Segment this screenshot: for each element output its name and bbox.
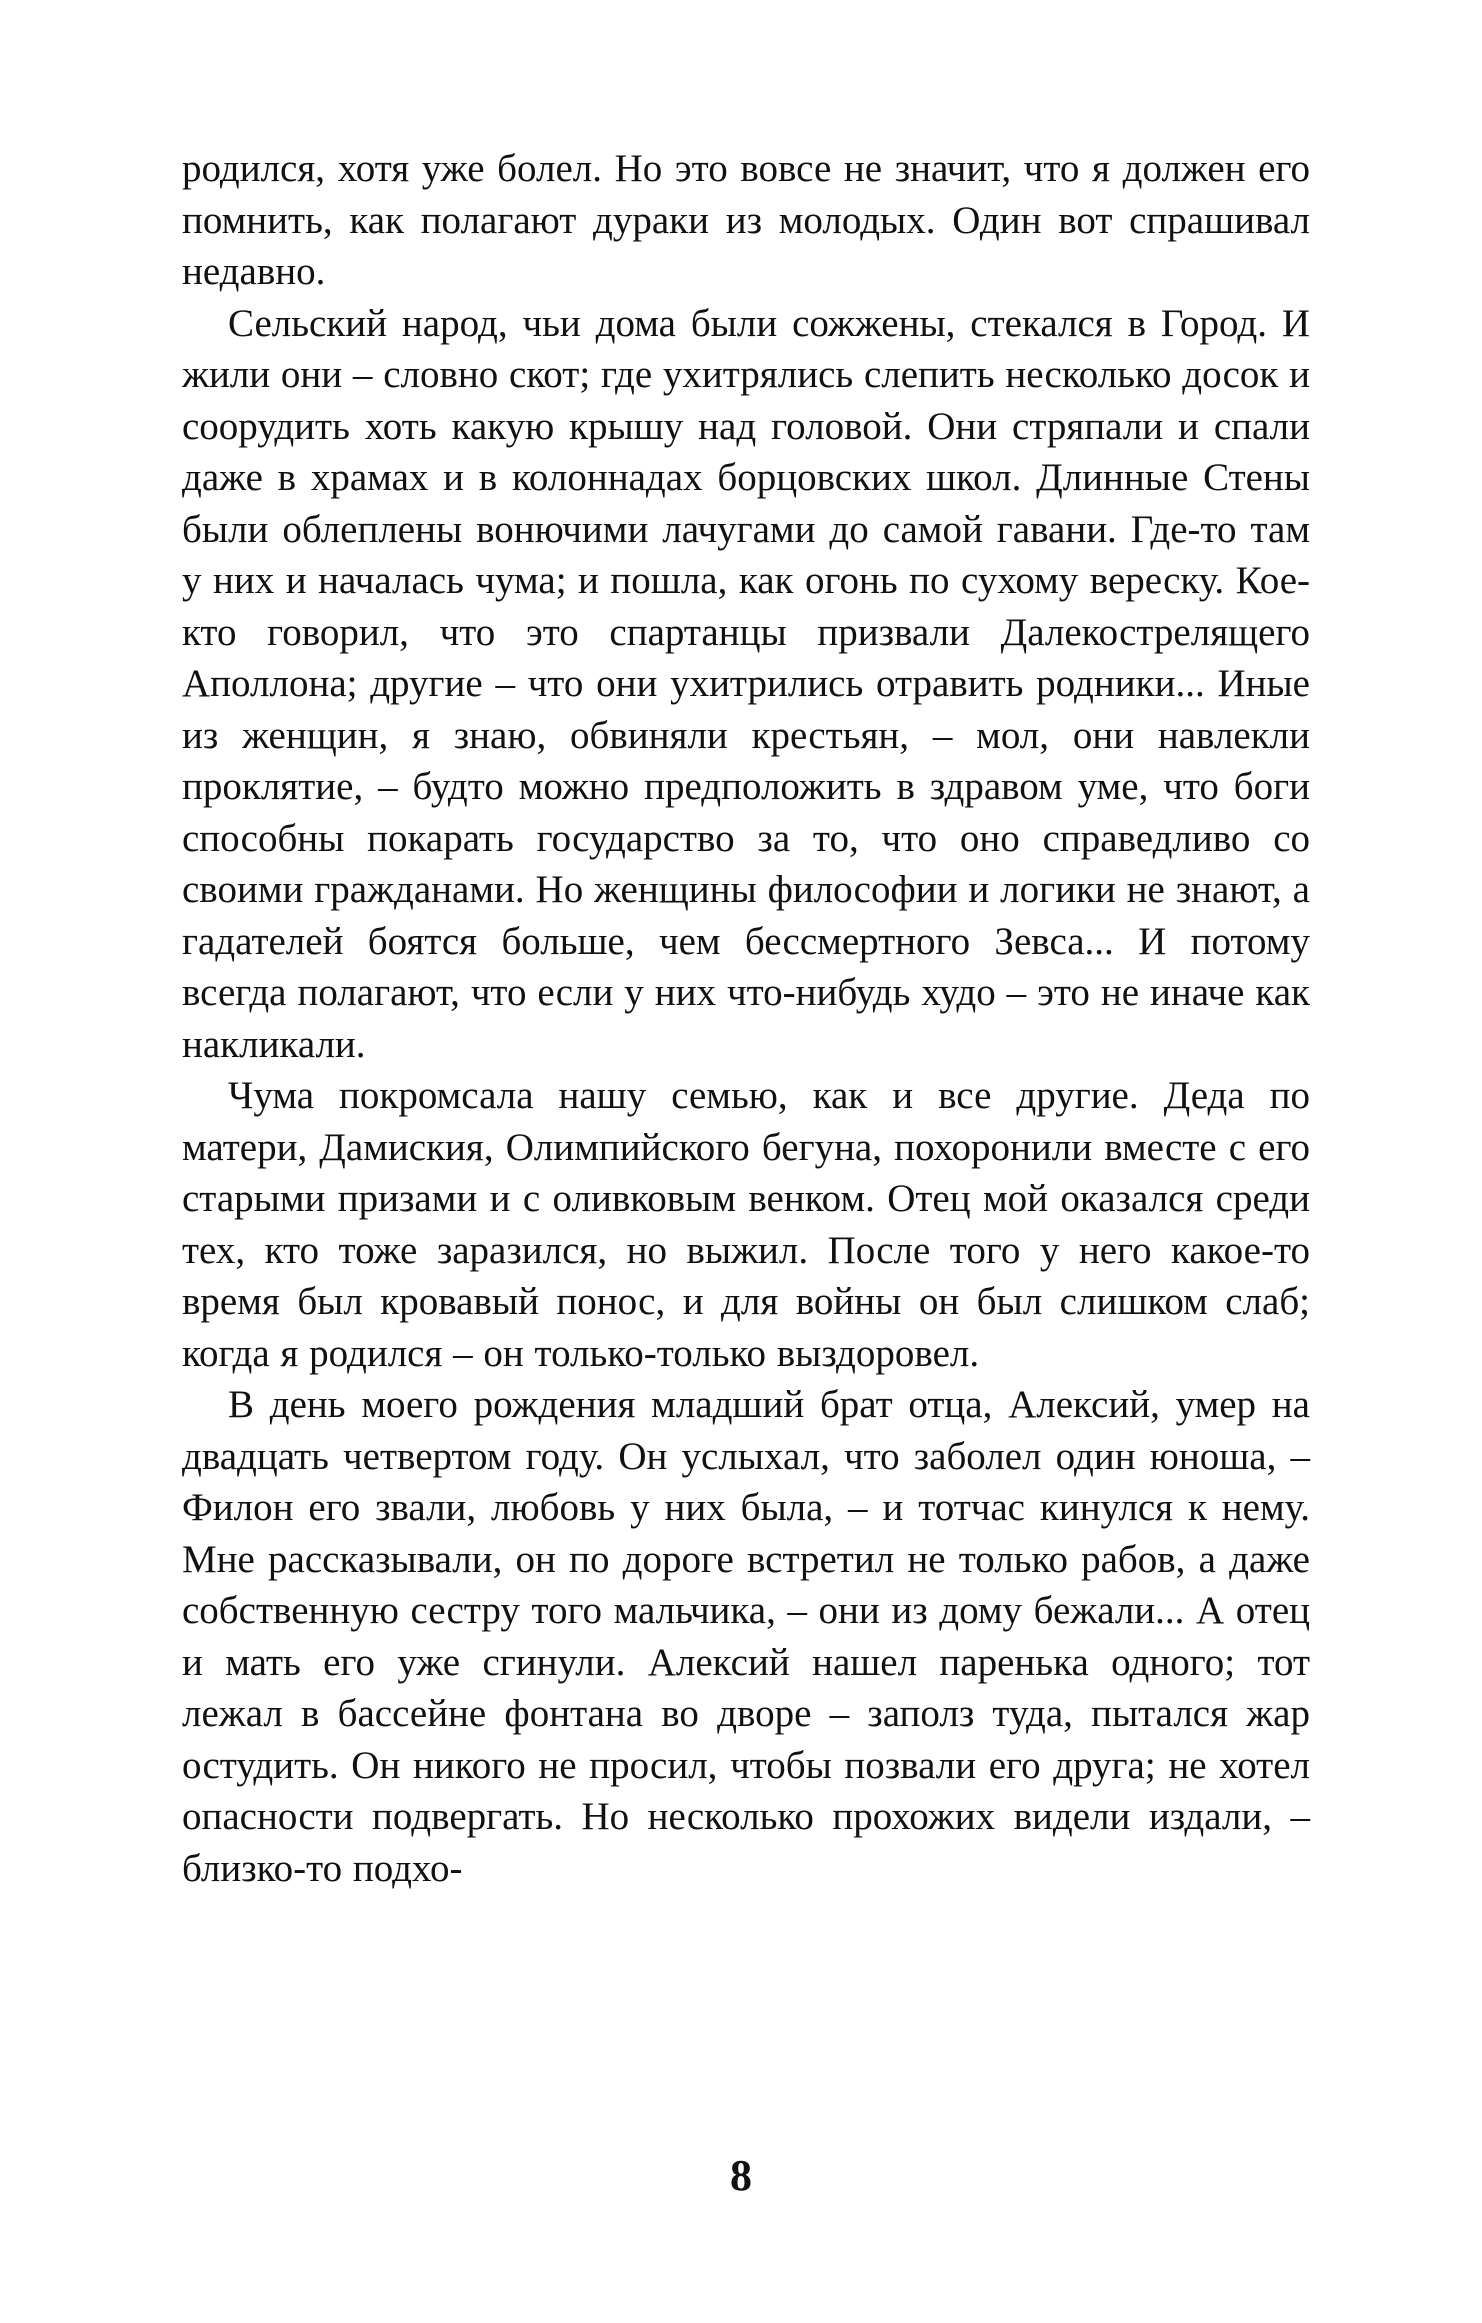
page-number: 8: [730, 2151, 752, 2200]
paragraph-2: Сельский народ, чьи дома были сожжены, стекался в Город. И жили они – словно скот; где ухитрялись слепить несколько досок и соорудить хоть какую крышу над головой. Они стряпали и спали даже в храмах и в колоннадах борцовских школ. Длинные Стены были облеплены вонючими лачугами до самой гавани. Где-то там у них и началась чума; и пошла, как огонь по сухому вереску. Кое-кто говорил, что это спартанцы призвали Далекострелящего Аполлона; другие – что они ухитрились отравить родники... Иные из женщин, я знаю, обвиняли крестьян, – мол, они навлекли проклятие, – будто можно предположить в здравом уме, что боги способны покарать государство за то, что оно справедливо со своими гражданами. Но женщины философии и логики не знают, а гадателей боятся больше, чем бессмертного Зевса... И потому всегда полагают, что если у них что-нибудь худо – это не иначе как накликали.: [182, 301, 1310, 1066]
paragraph-3: Чума покромсала нашу семью, как и все другие. Деда по матери, Дамиския, Олимпийского бегуна, похоронили вместе с его старыми призами и с оливковым венком. Отец мой оказался среди тех, кто тоже заразился, но выжил. После того у него какое-то время был кровавый понос, и для войны он был слишком слаб; когда я родился – он только-только выздоровел.: [182, 1074, 1310, 1375]
paragraph-4: В день моего рождения младший брат отца, Алексий, умер на двадцать четвертом году. Он услыхал, что заболел один юноша, – Филон его звали, любовь у них была, – и тотчас кинулся к нему. Мне рассказывали, он по дороге встретил не только рабов, а даже собственную сестру того мальчика, – они из дому бежали... А отец и мать его уже сгинули. Алексий нашел паренька одного; тот лежал в бассейне фонтана во дворе – заполз туда, пытался жар остудить. Он никого не просил, чтобы позвали его друга; не хотел опасности подвергать. Но несколько прохожих видели издали, – близко-то подхо-: [182, 1383, 1310, 1890]
paragraph-1: родился, хотя уже болел. Но это вовсе не значит, что я должен его помнить, как полагают дураки из молодых. Один вот спрашивал недавно.: [182, 147, 1310, 293]
page-text: [182, 143, 1310, 1894]
